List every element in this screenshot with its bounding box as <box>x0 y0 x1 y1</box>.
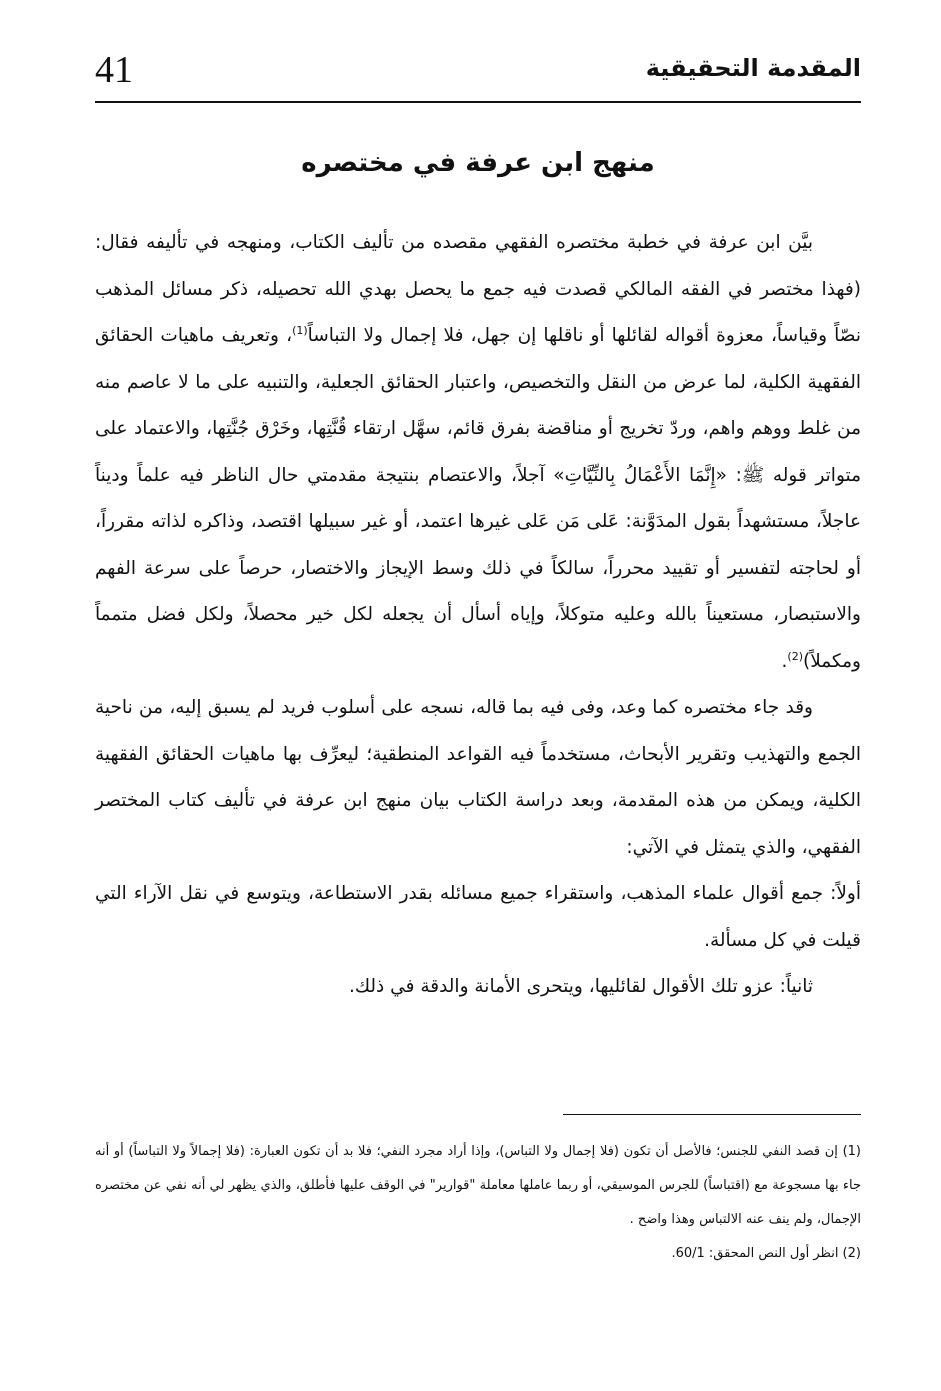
paragraph-intro <box>95 220 861 685</box>
footnote-rule <box>563 1114 861 1115</box>
section-title: منهج ابن عرفة في مختصره <box>301 148 655 178</box>
paragraph-intro-text-cont: ، وتعريف ماهيات الحقائق الفقهية الكلية، لما عرض من النقل والتخصيص، واعتبار الحقائق الجعلية، والتنبيه على ما لا عاصم منه من غلط ووهم واهم، وردّ تخريج أو مناقضة بفرق قائم، سهَّل ارتقاء قُنَّتِها، وخَرْق جُنَّتِها، والاعتماد على متواتر قوله ﷺ: «إِنَّمَا الأَعْمَالُ بِالنِّيَّاتِ» آجلاً، والاعتصام بنتيجة مقدمتي حال الناظر فيه علماً وديناً عاجلاً، مستشهداً بقول المدَوَّنة: عَلى مَن عَلى غيرها اعتمد، أو غير سبيلها اقتصد، وذاكره لذاته مقرراً، أو لحاجته لتفسير أو تقييد محرراً، سالكاً في ذلك وسط الإيجاز والاختصار، حرصاً على سرعة الفهم والاستبصار، مستعيناً بالله وعليه متوكلاً، وإياه أسأل أن يجعله لكل خير محصلاً، ولكل فضل متمماً ومكملاً) <box>95 325 861 672</box>
footnote-ref-2: (2) <box>787 649 803 663</box>
footnotes <box>95 1135 861 1271</box>
paragraph-method: وقد جاء مختصره كما وعد، وفى فيه بما قاله، نسجه على أسلوب فريد لم يسبق إليه، من ناحية الجمع والتهذيب وتقرير الأبحاث، مستخدماً فيه القواعد المنطقية؛ ليعرِّف بها ماهيات الحقائق الفقهية الكلية، ويمكن من هذه المقدمة، وبعد دراسة الكتاب بيان منهج ابن عرفة في تأليف كتاب المختصر الفقهي، والذي يتمثل في الآتي: <box>95 697 861 858</box>
page-number: 41 <box>95 49 133 91</box>
paragraph-first-point: أولاً: جمع أقوال علماء المذهب، واستقراء جميع مسائله بقدر الاستطاعة، ويتوسع في نقل الآراء التي قيلت في كل مسألة. <box>95 883 861 951</box>
footnote-ref-1: (1) <box>292 323 308 337</box>
running-head: المقدمة التحقيقية <box>645 54 861 82</box>
paragraph-intro-text: بيَّن ابن عرفة في خطبة مختصره الفقهي مقصده من تأليف الكتاب، ومنهجه في تأليفه فقال: (فهذا مختصر في الفقه المالكي قصدت فيه جمع ما يحصل بهدي الله تحصيله، ذكر مسائل المذهب نصّاً وقياساً، معزوة أقواله لقائلها أو ناقلها إن جهل، فلا إجمال ولا التباساً <box>95 232 861 346</box>
footnote-2: (2) انظر أول النص المحقق: 60/1. <box>671 1246 861 1261</box>
paragraph-second-point: ثانياً: عزو تلك الأقوال لقائليها، ويتحرى الأمانة والدقة في ذلك. <box>348 976 813 997</box>
page-header <box>95 42 861 102</box>
header-rule <box>95 101 861 103</box>
body-text <box>95 220 861 1011</box>
paragraph-intro-end: . <box>781 650 788 672</box>
footnote-1: (1) إن قصد النفي للجنس؛ فالأصل أن تكون (فلا إجمال ولا التباس)، وإذا أراد مجرد النفي؛ فلا بد أن تكون العبارة: (فلا إجمالاً ولا التباساً) أو أنه جاء بها مسجوعة مع (اقتباساً) للجرس الموسيقي، أو ربما عاملها معاملة "قوارير" في الوقف عليها فأطلق، والذي يظهر لي أنه نفي عن مختصره الإجمال، ولم ينف عنه الالتباس وهذا واضح . <box>95 1144 861 1227</box>
